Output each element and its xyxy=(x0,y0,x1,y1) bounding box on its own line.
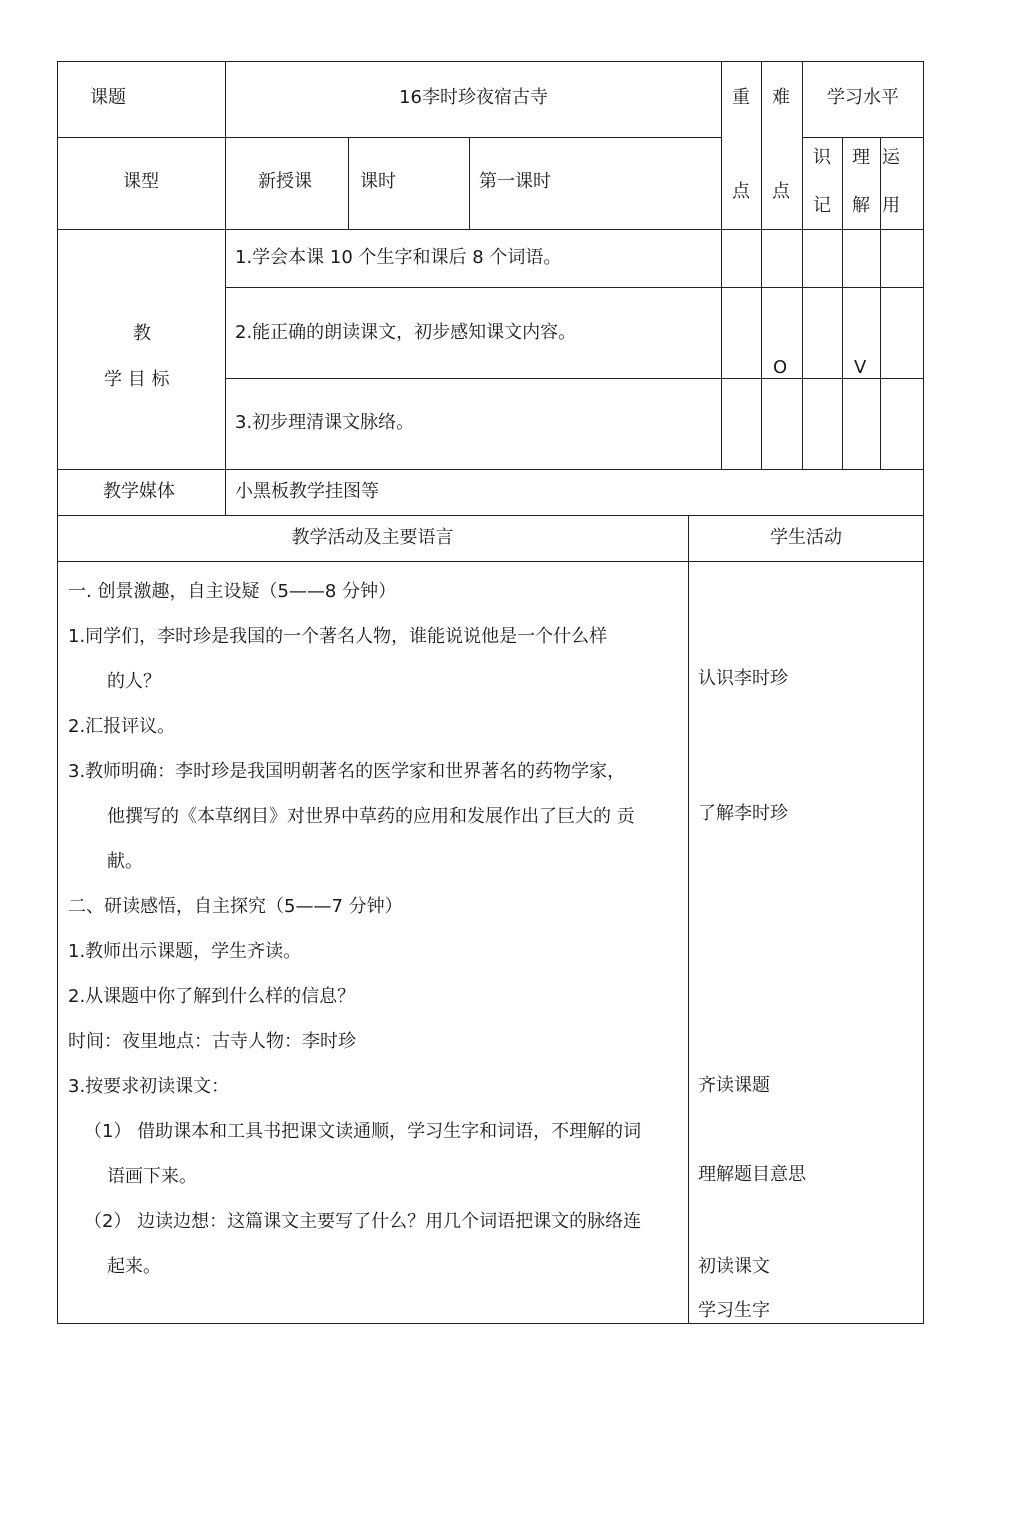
row-divider xyxy=(57,137,722,138)
table-border-right xyxy=(923,61,924,1324)
table-border-left xyxy=(57,61,58,1324)
type-value: 新授课 xyxy=(258,171,312,192)
activity-line: （2） 边读边想：这篇课文主要写了什么？用几个词语把课文的脉络连 xyxy=(84,1211,642,1232)
topic-value: 16李时珍夜宿古寺 xyxy=(399,87,548,108)
activity-line: 语画下来。 xyxy=(107,1166,197,1187)
topic-label: 课题 xyxy=(90,87,126,108)
difficulty-char-2: 点 xyxy=(772,181,790,202)
activity-line: （1） 借助课本和工具书把课文读通顺，学习生字和词语，不理解的词 xyxy=(84,1121,642,1142)
level-label: 学习水平 xyxy=(827,87,899,108)
activity-line: 1.教师出示课题，学生齐读。 xyxy=(68,941,302,962)
activity-line: 一. 创景激趣，自主设疑（5——8 分钟） xyxy=(68,581,397,602)
type-label: 课型 xyxy=(123,171,159,192)
col-divider xyxy=(469,137,470,230)
student-activity-line: 认识李时珍 xyxy=(698,668,788,689)
level-understand-1: 理 xyxy=(852,147,870,168)
col-divider xyxy=(802,61,803,470)
row-divider xyxy=(57,561,924,562)
level-apply-1: 运 xyxy=(882,147,900,168)
row-divider xyxy=(225,287,924,288)
activity-line: 他撰写的《本草纲目》对世界中草药的应用和发展作出了巨大的 贡 xyxy=(107,806,635,827)
col-divider xyxy=(348,137,349,230)
activity-line: 2.汇报评议。 xyxy=(68,716,176,737)
objective-1: 1.学会本课 10 个生字和课后 8 个词语。 xyxy=(235,247,562,268)
student-activity-line: 理解题目意思 xyxy=(698,1164,806,1185)
row-divider xyxy=(57,469,924,470)
activity-line: 3.教师明确：李时珍是我国明朝著名的医学家和世界著名的药物学家， xyxy=(68,761,626,782)
level-memorize-1: 识 xyxy=(813,147,831,168)
difficulty-mark: O xyxy=(773,357,788,378)
activity-line: 3.按要求初读课文： xyxy=(68,1076,230,1097)
level-memorize-2: 记 xyxy=(813,195,831,216)
activity-line: 时间：夜里地点：古寺人物：李时珍 xyxy=(68,1031,356,1052)
activity-line: 的人？ xyxy=(107,671,161,692)
objective-2: 2.能正确的朗读课文，初步感知课文内容。 xyxy=(235,322,577,343)
media-value: 小黑板教学挂图等 xyxy=(235,481,379,502)
col-divider xyxy=(721,61,722,470)
media-label: 教学媒体 xyxy=(103,481,175,502)
row-divider xyxy=(225,378,924,379)
key-point-char-1: 重 xyxy=(732,87,750,108)
student-activity-line: 了解李时珍 xyxy=(698,803,788,824)
col-divider xyxy=(761,61,762,470)
level-understand-2: 解 xyxy=(852,195,870,216)
student-activity-line: 初读课文 xyxy=(698,1256,770,1277)
row-divider xyxy=(802,137,924,138)
student-activity-line: 学习生字 xyxy=(698,1300,770,1321)
student-activity-header: 学生活动 xyxy=(770,527,842,548)
col-divider xyxy=(842,137,843,470)
teacher-activity-header: 教学活动及主要语言 xyxy=(291,527,454,548)
col-divider xyxy=(688,515,689,1324)
objectives-label-2: 学 目 标 xyxy=(104,369,170,390)
key-point-char-2: 点 xyxy=(732,181,750,202)
activity-line: 起来。 xyxy=(107,1256,161,1277)
table-border-bottom xyxy=(57,1323,924,1324)
col-divider xyxy=(880,137,881,470)
row-divider xyxy=(57,515,924,516)
activity-line: 二、研读感悟，自主探究（5——7 分钟） xyxy=(68,896,403,917)
level-apply-2: 用 xyxy=(882,195,900,216)
objectives-label-1: 教 xyxy=(133,323,151,344)
activity-line: 2.从课题中你了解到什么样的信息？ xyxy=(68,986,356,1007)
activity-line: 1.同学们，李时珍是我国的一个著名人物，谁能说说他是一个什么样 xyxy=(68,626,608,647)
period-value: 第一课时 xyxy=(479,171,551,192)
understand-mark: V xyxy=(854,357,867,378)
period-label: 课时 xyxy=(360,171,396,192)
table-border-top xyxy=(57,61,924,62)
difficulty-char-1: 难 xyxy=(772,87,790,108)
student-activity-line: 齐读课题 xyxy=(698,1075,770,1096)
objective-3: 3.初步理清课文脉络。 xyxy=(235,412,415,433)
row-divider xyxy=(57,229,924,230)
activity-line: 献。 xyxy=(107,851,143,872)
col-divider xyxy=(225,61,226,516)
